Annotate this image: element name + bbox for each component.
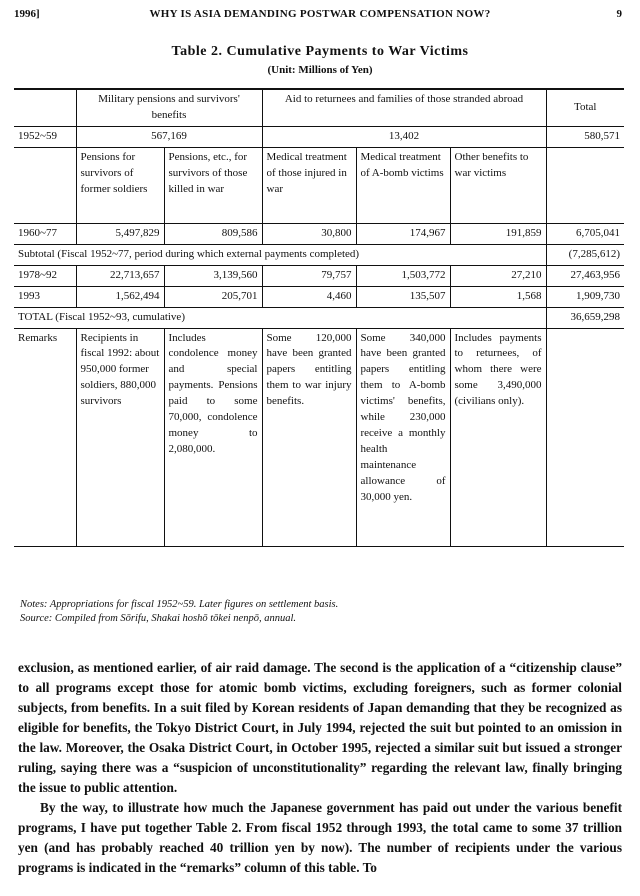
table-row — [14, 286, 624, 307]
total-row — [14, 307, 624, 328]
payments-table — [14, 88, 624, 547]
row-label: 1960~77 — [14, 223, 76, 244]
cell: 6,705,041 — [546, 223, 624, 244]
running-header — [14, 8, 626, 24]
cell: 135,507 — [356, 286, 450, 307]
total-label: TOTAL (Fiscal 1952~93, cumulative) — [14, 307, 546, 328]
row-label: 1952~59 — [14, 126, 76, 147]
page-label: 1996] — [14, 8, 40, 20]
notes-line: Notes: Appropriations for fiscal 1952~59. Later figures on settlement basis. — [20, 599, 339, 610]
subheader: Pensions, etc., for survivors of those killed in war — [164, 147, 262, 223]
table-title: Table 2. Cumulative Payments to War Victims — [171, 44, 469, 59]
header-total: Total — [546, 89, 624, 126]
header-military: Military pensions and survivors' benefits — [76, 89, 262, 126]
remarks-label: Remarks — [14, 328, 76, 546]
subheader: Pensions for survivors of former soldiers — [76, 147, 164, 223]
subheader: Medical treatment of those injured in war — [262, 147, 356, 223]
cell: 567,169 — [76, 126, 262, 147]
cell: 22,713,657 — [76, 265, 164, 286]
cell: 1,562,494 — [76, 286, 164, 307]
table-row — [14, 223, 624, 244]
header-aid: Aid to returnees and families of those stranded abroad — [262, 89, 546, 126]
subheader: Other benefits to war victims — [450, 147, 546, 223]
remark-cell: Includes condolence money and special payments. Pensions paid to some 70,000, condolence money to 2,080,000. — [164, 328, 262, 546]
remark-cell: Recipients in fiscal 1992: about 950,000 former soldiers, 880,000 survivors — [76, 328, 164, 546]
cell: 5,497,829 — [76, 223, 164, 244]
cell: 13,402 — [262, 126, 546, 147]
cell: 809,586 — [164, 223, 262, 244]
table-row — [14, 126, 624, 147]
table-notes — [20, 598, 338, 625]
remark-cell: Some 340,000 have been granted papers entitling them to A-bomb victims' benefits, while 230,000 receive a monthly health maintenance allowance of 30,000 yen. — [356, 328, 450, 546]
cell: 191,859 — [450, 223, 546, 244]
table-row — [14, 265, 624, 286]
row-label: 1978~92 — [14, 265, 76, 286]
subtotal-label: Subtotal (Fiscal 1952~77, period during which external payments completed) — [14, 244, 546, 265]
table-header-row — [14, 89, 624, 126]
remark-cell: Includes payments to returnees, of whom there were some 3,490,000 (civilians only). — [450, 328, 546, 546]
row-label: 1993 — [14, 286, 76, 307]
cell: 4,460 — [262, 286, 356, 307]
subheader: Medical treatment of A-bomb victims — [356, 147, 450, 223]
subtotal-row — [14, 244, 624, 265]
cell: 79,757 — [262, 265, 356, 286]
cell: 27,210 — [450, 265, 546, 286]
paragraph: By the way, to illustrate how much the Japanese government has paid out under the various benefit programs, I have put together Table 2. From fiscal 1952 through 1993, the total came to some 37 trillion yen (and has probably reached 40 trillion yen by now). The number of recipients under the various programs is indicated in the “remarks” column of this table. To — [18, 800, 622, 875]
cell: 205,701 — [164, 286, 262, 307]
subtotal-value: (7,285,612) — [546, 244, 624, 265]
cell: 30,800 — [262, 223, 356, 244]
page-number: 9 — [616, 8, 622, 20]
source-line: Source: Compiled from Sōrifu, Shakai hoshō tōkei nenpō, annual. — [20, 612, 296, 624]
paragraph: exclusion, as mentioned earlier, of air raid damage. The second is the application of a “citizenship clause” to all programs except those for atomic bomb victims, excluding foreigners, such as former colonial subjects, from benefits. In a suit filed by Korean residents of Japan demanding that they be recognized as eligible for benefits, the Tokyo District Court, in July 1994, rejected the suit but pointed to an omission in the law. Moreover, the Osaka District Court, in October 1995, rejected a similar suit but issued a stronger ruling, saying there was a “suspicion of unconstitutionality” regarding the relevant law, finally bringing the issue to public attention. — [18, 660, 622, 795]
remarks-row — [14, 328, 624, 546]
running-title: WHY IS ASIA DEMANDING POSTWAR COMPENSATION NOW? — [149, 8, 491, 20]
table-unit: (Unit: Millions of Yen) — [267, 64, 373, 76]
cell: 580,571 — [546, 126, 624, 147]
cell: 1,909,730 — [546, 286, 624, 307]
cell: 174,967 — [356, 223, 450, 244]
subheader-row — [14, 147, 624, 223]
cell: 3,139,560 — [164, 265, 262, 286]
body-text — [18, 658, 622, 878]
total-value: 36,659,298 — [546, 307, 624, 328]
remark-cell: Some 120,000 have been granted papers entitling them to war injury benefits. — [262, 328, 356, 546]
cell: 1,568 — [450, 286, 546, 307]
cell: 27,463,956 — [546, 265, 624, 286]
cell: 1,503,772 — [356, 265, 450, 286]
